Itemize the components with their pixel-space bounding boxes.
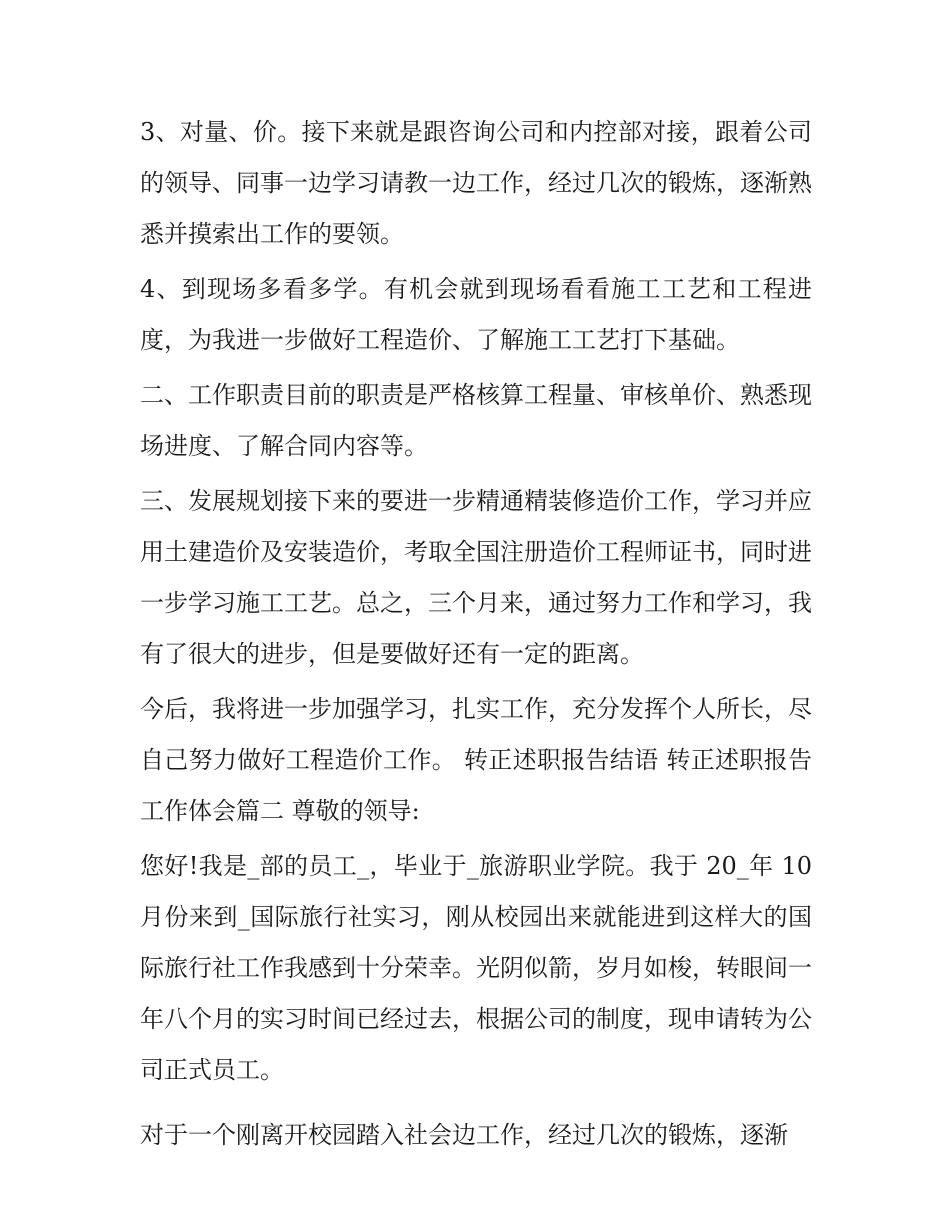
paragraph-development-plan: 三、发展规划接下来的要进一步精通精装修造价工作，学习并应用土建造价及安装造价，考取全国注册造价工程师证书，同时进一步学习施工工艺。总之，三个月来，通过努力工作和学习，我有了很大的进步，但是要做好还有一定的距离。 [140,487,812,668]
paragraph-conclusion: 今后，我将进一步加强学习，扎实工作，充分发挥个人所长，尽自己努力做好工程造价工作。 转正述职报告结语 转正述职报告工作体会篇二 尊敬的领导: [140,695,812,825]
paragraph-continuation: 对于一个刚离开校园踏入社会边工作，经过几次的锻炼，逐渐 [140,1121,788,1149]
paragraph-site-learning: 4、到现场多看多学。有机会就到现场看看施工工艺和工程进度，为我进一步做好工程造价、了解施工工艺打下基础。 [140,275,812,354]
paragraph-second-report-intro: 您好!我是_部的员工_，毕业于_旅游职业学院。我于 20_年 10 月份来到_国际旅行社实习，刚从校园出来就能进到这样大的国际旅行社工作我感到十分荣幸。光阴似箭，岁月如梭，转眼间一年八个月的实习时间已经过去，根据公司的制度，现申请转为公司正式员工。 [140,852,812,1084]
paragraph-cost-review: 3、对量、价。接下来就是跟咨询公司和内控部对接，跟着公司的领导、同事一边学习请教一边工作，经过几次的锻炼，逐渐熟悉并摸索出工作的要领。 [140,118,812,248]
document-body [140,107,812,1165]
paragraph-job-duties: 二、工作职责目前的职责是严格核算工程量、审核单价、熟悉现场进度、了解合同内容等。 [140,381,812,460]
